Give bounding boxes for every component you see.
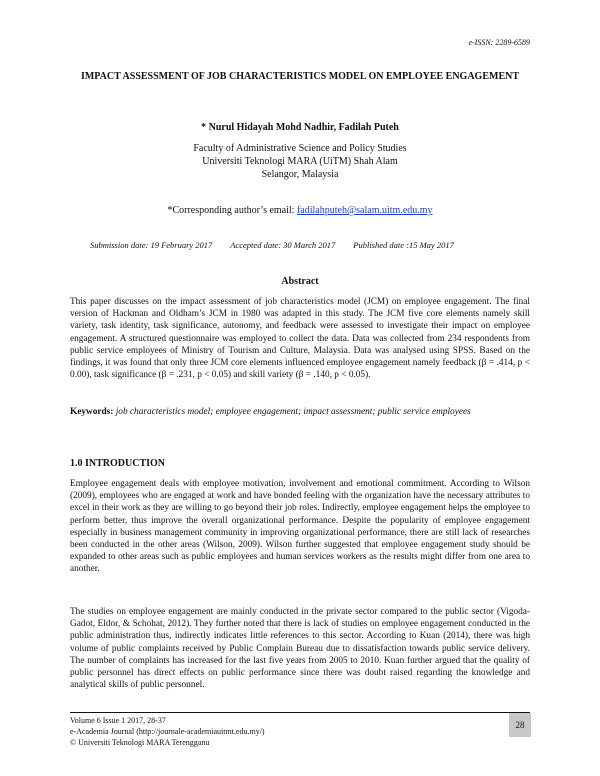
corresponding-email [70,205,530,216]
accepted-date: Accepted date: 30 March 2017 [230,240,336,250]
section-heading-introduction: 1.0 INTRODUCTION [70,458,166,469]
footer [70,715,265,748]
intro-paragraph-2: The studies on employee engagement are mainly conducted in the private sector compared to the public sector (Vigoda-Gadot, Eldor, & Schohat, 2012). They further noted that there is lack of studies on employee engagement conducted in the public administration thus, indirectly indicates little references to this sector. According to Kuan (2014), there was high volume of public complaints received by Public Complain Bureau due to dissatisfaction towards public service delivery. The number of complaints has increased for the last five years from 2005 to 2010. Kuan further argued that the quality of public personnel has direct effects on public performance since there was doubt raised regarding the knowledge and analytical skills of public personnel. [70,607,530,691]
footer-journal: e-Academia Journal (http://journale-academiauitmt.edu.my/) [70,727,265,736]
keywords-label: Keywords: [70,407,114,417]
page-number: 28 [509,713,531,737]
affiliation-line-2: Universiti Teknologi MARA (UiTM) Shah Alam [202,156,398,167]
keywords [70,406,530,418]
published-date: Published date :15 May 2017 [353,240,454,250]
affiliation-line-1: Faculty of Administrative Science and Policy Studies [193,143,407,154]
footer-copyright: © Universiti Teknologi MARA Terengganu [70,738,210,747]
affiliation [70,142,530,181]
footer-divider [70,712,530,713]
footer-volume: Volume 6 Issue 1 2017, 28-37 [70,716,166,725]
issn-header: e-ISSN: 2289-6589 [468,38,530,47]
authors: * Nurul Hidayah Mohd Nadhir, Fadilah Puteh [201,122,399,133]
abstract-heading: Abstract [281,276,319,287]
dates-row [90,240,530,250]
keywords-list: job characteristics model; employee engagement; impact assessment; public service employees [115,407,471,417]
email-link[interactable]: fadilahputeh@salam.uitm.edu.my [296,205,433,216]
intro-paragraph-1: Employee engagement deals with employee motivation, involvement and emotional commitment. According to Wilson (2009), employees who are engaged at work and have bonded feeling with the organization have the necessary attributes to excel in their work as they are willing to go beyond their job roles. Indirectly, employee engagement helps the employee to perform better, thus improve the overall organizational performance. Despite the popularity of employee engagement especially in business management community in improving organizational performance, there are still lack of researches been conducted in the other areas (Wilson, 2009). Wilson further suggested that employee engagement study should be expanded to other areas such as public employees and human services workers as the results might differ from one area to another. [70,479,530,575]
paper-title: IMPACT ASSESSMENT OF JOB CHARACTERISTICS MODEL ON EMPLOYEE ENGAGEMENT [80,71,520,82]
email-label: *Corresponding author’s email: [167,205,297,216]
affiliation-line-3: Selangor, Malaysia [261,169,339,180]
abstract-text: This paper discusses on the impact assessment of job characteristics model (JCM) on employee engagement. The final version of Hackman and Oldham’s JCM in 1980 was adapted in this study. The JCM five core elements namely skill variety, task identity, task significance, autonomy, and feedback were assessed to investigate their impact on employee engagement. A structured questionnaire was employed to collect the data. Data was collected from 234 respondents from public service employees of Ministry of Tourism and Culture, Malaysia. Data was analysed using SPSS. Based on the findings, it was found that only three JCM core elements influenced employee engagement namely feedback (β = .414, p < 0.00), task significance (β = .231, p < 0.05) and skill variety (β = .140, p < 0.05). [70,297,530,381]
submission-date: Submission date: 19 February 2017 [90,240,213,250]
